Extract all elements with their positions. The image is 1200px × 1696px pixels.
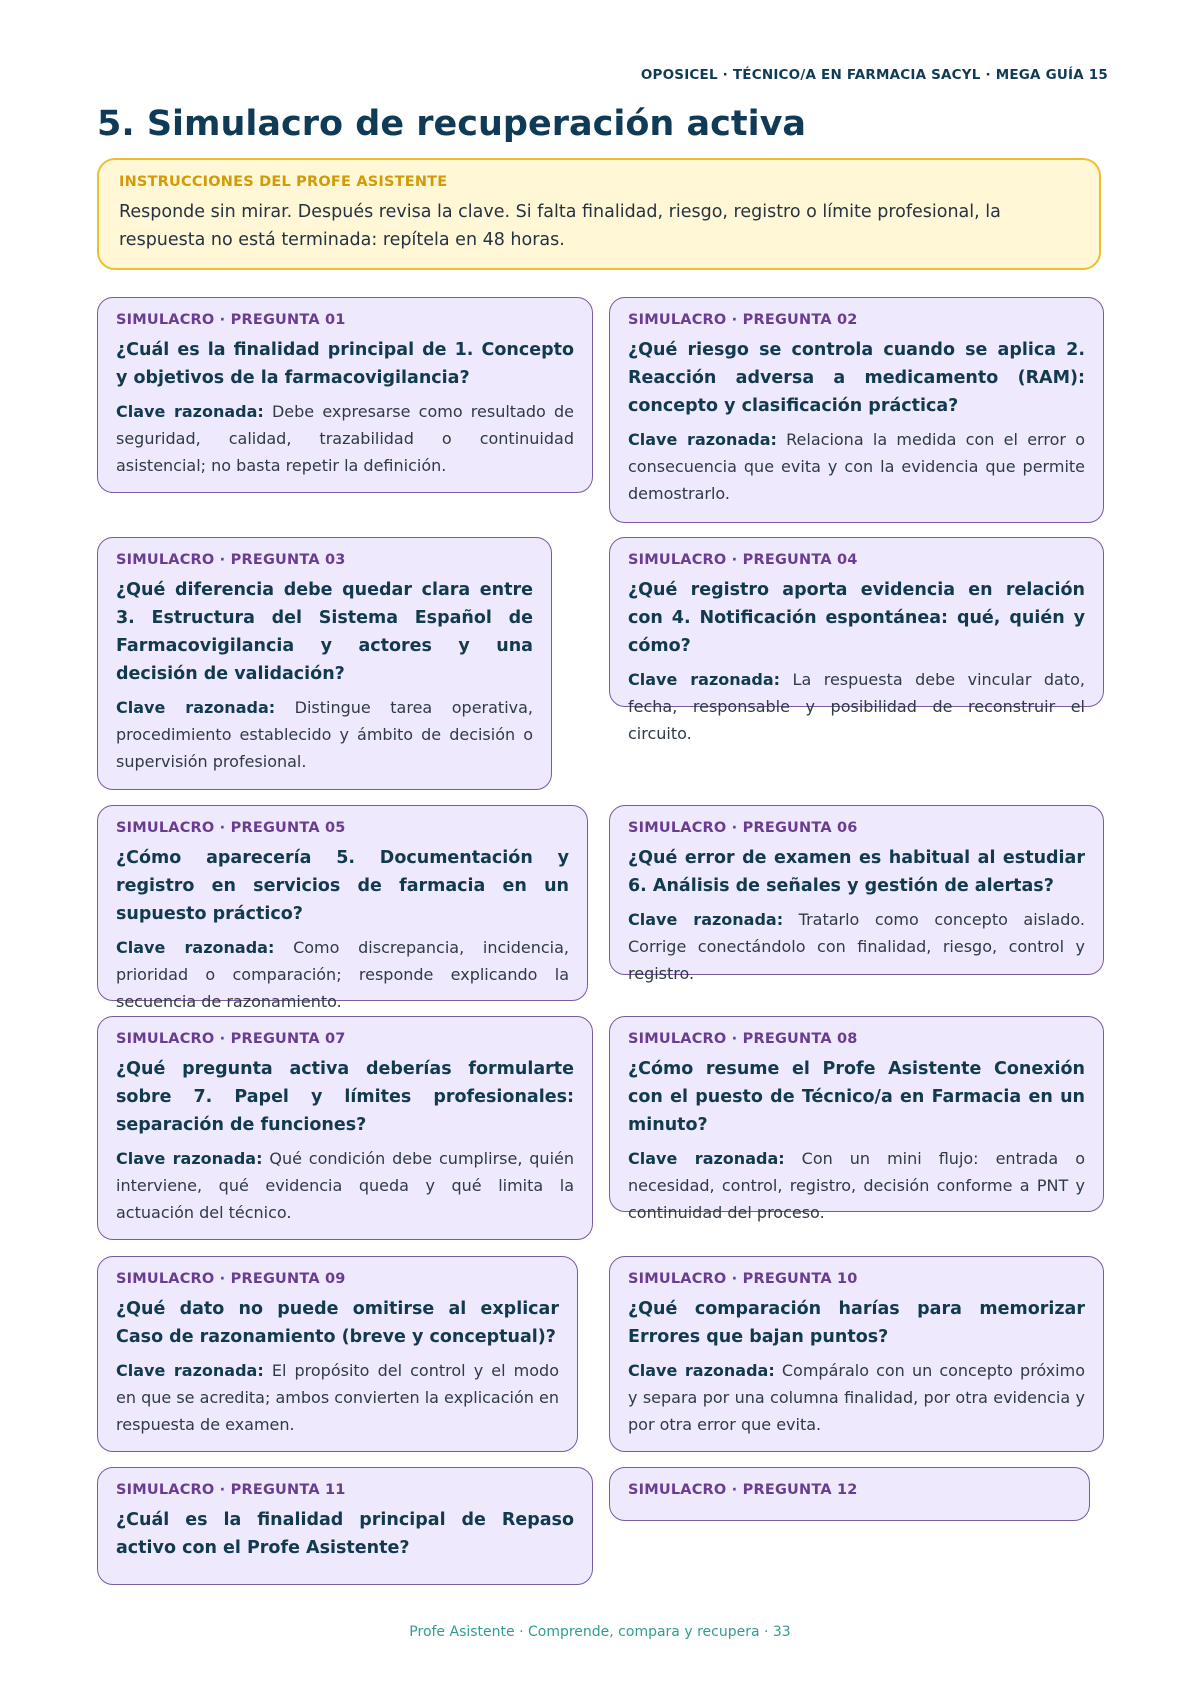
card-tag: SIMULACRO · PREGUNTA 10 xyxy=(628,1271,858,1287)
card-answer xyxy=(116,934,569,1015)
answer-text: Relaciona la medida con el error o consecuencia que evita y con la evidencia que permite demostrarlo. xyxy=(628,430,1085,503)
instructions-box xyxy=(97,158,1101,270)
question-card-08 xyxy=(609,1016,1104,1222)
answer-key-label: Clave razonada: xyxy=(116,938,275,957)
page-footer: Profe Asistente · Comprende, compara y recupera · 33 xyxy=(409,1624,791,1640)
card-tag: SIMULACRO · PREGUNTA 03 xyxy=(116,552,346,568)
answer-text: Como discrepancia, incidencia, prioridad o comparación; responde explicando la secuencia de razonamiento. xyxy=(116,938,569,1011)
card-answer xyxy=(628,906,1085,987)
card-question: ¿Qué comparación harías para memorizar Errores que bajan puntos? xyxy=(628,1299,1085,1347)
answer-key-label: Clave razonada: xyxy=(628,910,784,929)
card-answer xyxy=(116,694,533,775)
card-answer xyxy=(628,1145,1085,1226)
page-title: 5. Simulacro de recuperación activa xyxy=(97,104,807,144)
answer-text: Qué condición debe cumplirse, quién interviene, qué evidencia queda y qué limita la actuación del técnico. xyxy=(116,1149,574,1222)
card-answer xyxy=(116,1357,559,1438)
question-card-09 xyxy=(97,1256,578,1452)
answer-key-label: Clave razonada: xyxy=(116,1149,263,1168)
question-card-07 xyxy=(97,1016,593,1240)
card-question: ¿Qué registro aporta evidencia en relación con 4. Notificación espontánea: qué, quién y cómo? xyxy=(628,580,1085,656)
question-card-02 xyxy=(609,297,1104,523)
answer-key-label: Clave razonada: xyxy=(628,430,777,449)
card-question: ¿Qué diferencia debe quedar clara entre 3. Estructura del Sistema Español de Farmacovigilancia y actores y una decisión de validación? xyxy=(116,580,533,684)
card-tag: SIMULACRO · PREGUNTA 02 xyxy=(628,312,858,328)
question-card-11 xyxy=(97,1467,593,1585)
card-tag: SIMULACRO · PREGUNTA 07 xyxy=(116,1031,346,1047)
instructions-text: Responde sin mirar. Después revisa la clave. Si falta finalidad, riesgo, registro o límite profesional, la respuesta no está terminada: repítela en 48 horas. xyxy=(119,202,1001,250)
card-tag: SIMULACRO · PREGUNTA 05 xyxy=(116,820,346,836)
answer-text: Tratarlo como concepto aislado. Corrige conectándolo con finalidad, riesgo, control y registro. xyxy=(628,910,1085,983)
card-tag: SIMULACRO · PREGUNTA 04 xyxy=(628,552,858,568)
question-card-12 xyxy=(609,1467,1090,1521)
card-answer xyxy=(628,426,1085,507)
card-tag: SIMULACRO · PREGUNTA 08 xyxy=(628,1031,858,1047)
answer-text: Con un mini flujo: entrada o necesidad, control, registro, decisión conforme a PNT y continuidad del proceso. xyxy=(628,1149,1086,1222)
question-card-04 xyxy=(609,537,1104,743)
answer-text: Compáralo con un concepto próximo y separa por una columna finalidad, por otra evidencia y por otra error que evita. xyxy=(628,1361,1086,1434)
card-question: ¿Cómo aparecería 5. Documentación y registro en servicios de farmacia en un supuesto práctico? xyxy=(116,848,569,924)
card-question: ¿Qué pregunta activa deberías formularte sobre 7. Papel y límites profesionales: separación de funciones? xyxy=(116,1059,574,1135)
card-tag: SIMULACRO · PREGUNTA 09 xyxy=(116,1271,346,1287)
card-question: ¿Cómo resume el Profe Asistente Conexión con el puesto de Técnico/a en Farmacia en un minuto? xyxy=(628,1059,1085,1135)
card-question: ¿Qué error de examen es habitual al estudiar 6. Análisis de señales y gestión de alertas? xyxy=(628,848,1085,896)
card-question: ¿Cuál es la finalidad principal de Repaso activo con el Profe Asistente? xyxy=(116,1510,574,1558)
answer-key-label: Clave razonada: xyxy=(628,1361,775,1380)
question-card-05 xyxy=(97,805,588,1011)
card-question: ¿Qué riesgo se controla cuando se aplica 2. Reacción adversa a medicamento (RAM): concepto y clasificación práctica? xyxy=(628,340,1085,416)
card-tag: SIMULACRO · PREGUNTA 06 xyxy=(628,820,858,836)
answer-text: El propósito del control y el modo en que se acredita; ambos convierten la explicación en respuesta de examen. xyxy=(116,1361,559,1434)
card-tag: SIMULACRO · PREGUNTA 12 xyxy=(628,1482,858,1498)
running-header: OPOSICEL · TÉCNICO/A EN FARMACIA SACYL · MEGA GUÍA 15 xyxy=(640,67,1108,83)
card-answer xyxy=(116,1145,574,1226)
card-answer xyxy=(628,666,1085,747)
answer-key-label: Clave razonada: xyxy=(116,1361,264,1380)
card-question: ¿Cuál es la finalidad principal de 1. Concepto y objetivos de la farmacovigilancia? xyxy=(116,340,574,388)
answer-key-label: Clave razonada: xyxy=(628,1149,785,1168)
card-tag: SIMULACRO · PREGUNTA 01 xyxy=(116,312,346,328)
instructions-title: INSTRUCCIONES DEL PROFE ASISTENTE xyxy=(119,174,448,190)
card-question: ¿Qué dato no puede omitirse al explicar Caso de razonamiento (breve y conceptual)? xyxy=(116,1299,559,1347)
answer-key-label: Clave razonada: xyxy=(116,402,264,421)
card-answer xyxy=(628,1357,1085,1438)
question-card-06 xyxy=(609,805,1104,983)
answer-key-label: Clave razonada: xyxy=(628,670,781,689)
answer-text: La respuesta debe vincular dato, fecha, responsable y posibilidad de reconstruir el circuito. xyxy=(628,670,1085,743)
question-card-10 xyxy=(609,1256,1104,1452)
answer-key-label: Clave razonada: xyxy=(116,698,276,717)
answer-text: Distingue tarea operativa, procedimiento establecido y ámbito de decisión o supervisión profesional. xyxy=(116,698,533,771)
answer-text: Debe expresarse como resultado de seguridad, calidad, trazabilidad o continuidad asistencial; no basta repetir la definición. xyxy=(116,402,574,475)
question-card-01 xyxy=(97,297,593,493)
question-card-03 xyxy=(97,537,552,790)
card-answer xyxy=(116,398,574,479)
card-tag: SIMULACRO · PREGUNTA 11 xyxy=(116,1482,346,1498)
